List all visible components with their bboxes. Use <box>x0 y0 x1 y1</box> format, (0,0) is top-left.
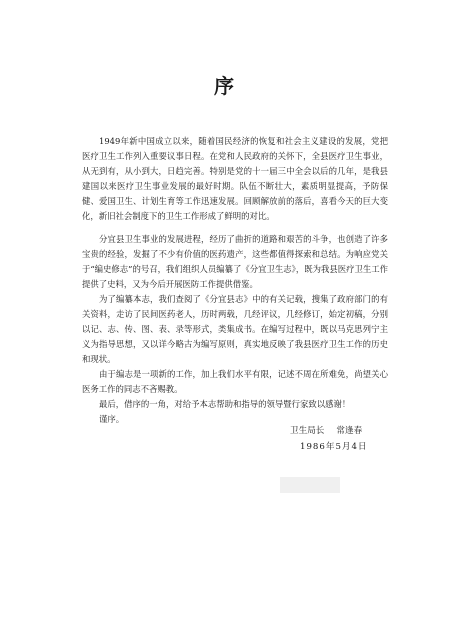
paragraph-3: 为了编纂本志，我们查阅了《分宜县志》中的有关记载，搜集了政府部门的有关资料，走访了民间医药老人，历时两载，几经评议，几经修订，始定初稿，分别以记、志、传、图、表、录等形式，类集成书。在编写过程中，既以马克思列宁主义为指导思想，又以详今略古为编写原则，真实地反映了我县医疗卫生工作的历史和现状。 <box>82 294 388 364</box>
paragraph-4: 由于编志是一项新的工作，加上我们水平有限，记述不周在所难免，尚望关心医务工作的同志不吝赐教。 <box>82 369 388 394</box>
preface-body <box>82 134 388 427</box>
page-title: 序 <box>214 74 236 98</box>
paragraph-6: 谨序。 <box>99 414 125 424</box>
signature-block <box>290 423 368 455</box>
paragraph-1: 1949年新中国成立以来，随着国民经济的恢复和社会主义建设的发展，党把医疗卫生工作列入重要议事日程。在党和人民政府的关怀下，全县医疗卫生事业，从无到有，从小到大，日趋完善。特别是党的十一届三中全会以后的几年，是我县建国以来医疗卫生事业发展的最好时期。队伍不断壮大，素质明显提高，予防保健、爱国卫生、计划生育等工作迅速发展。回顾解放前的落后，喜看今天的巨大变化，新旧社会制度下的卫生工作形成了鲜明的对比。 <box>82 136 388 221</box>
paragraph-2: 分宜县卫生事业的发展进程，经历了曲折的道路和艰苦的斗争，也创造了许多宝贵的经验，发掘了不少有价值的医药遗产，这些都值得探索和总结。为响应党关于“编史修志”的号召，我们组织人员编纂了《分宜卫生志》，既为我县医疗卫生工作提供了史料，又为今后开展医防工作提供借鉴。 <box>82 234 388 289</box>
signature-date: 1986年5月4日 <box>300 442 368 452</box>
scan-smudge <box>280 477 340 493</box>
signature-name: 常逢春 <box>336 426 363 436</box>
signature-title: 卫生局长 <box>290 426 325 436</box>
paragraph-5: 最后，借序的一角，对给予本志帮助和指导的领导暨行家致以感谢！ <box>99 399 351 409</box>
